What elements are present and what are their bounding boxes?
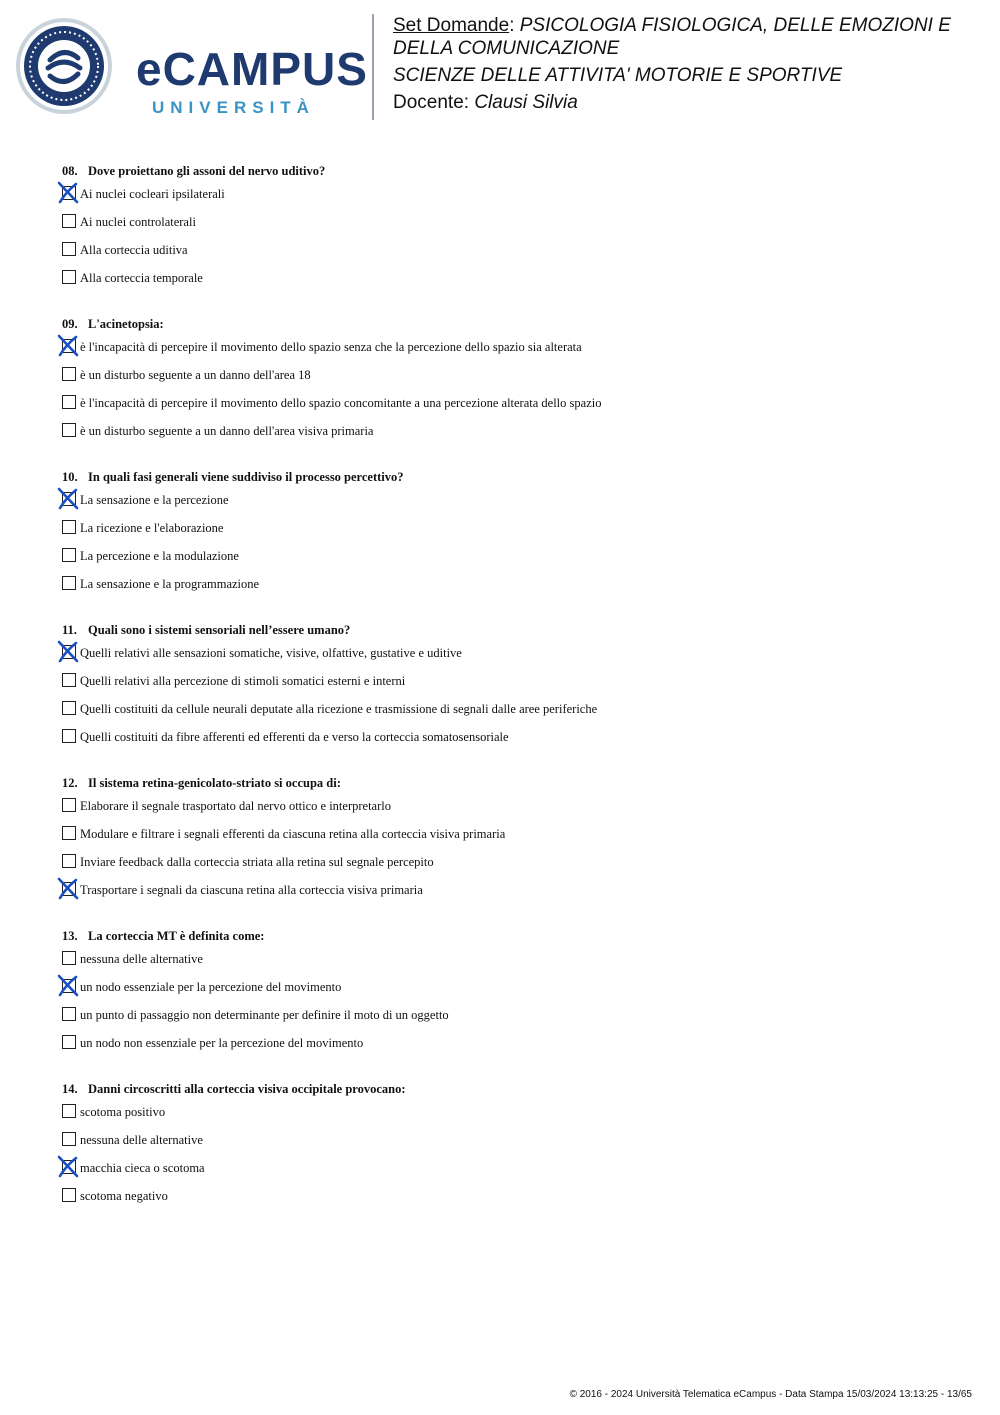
answer-option[interactable] bbox=[62, 1160, 962, 1188]
question-text: L'acinetopsia: bbox=[88, 317, 164, 331]
answer-option[interactable] bbox=[62, 645, 962, 673]
question-text: La corteccia MT è definita come: bbox=[88, 929, 265, 943]
set-colon: : bbox=[509, 15, 515, 36]
check-mark-icon bbox=[56, 639, 82, 665]
question-number: 10. bbox=[62, 470, 78, 484]
answer-option[interactable] bbox=[62, 395, 962, 423]
question-title bbox=[62, 313, 962, 339]
answer-text: La sensazione e la programmazione bbox=[80, 577, 260, 591]
logo-wordmark-text: eCAMPUS bbox=[136, 43, 368, 95]
question-number: 09. bbox=[62, 317, 78, 331]
header-divider bbox=[372, 14, 374, 120]
answer-checkbox[interactable] bbox=[62, 367, 76, 381]
answer-checkbox[interactable] bbox=[62, 798, 76, 812]
question-block bbox=[62, 619, 962, 757]
answer-option[interactable] bbox=[62, 1035, 962, 1063]
course-title-line2: DELLA COMUNICAZIONE bbox=[393, 38, 620, 59]
answer-option[interactable] bbox=[62, 339, 962, 367]
answer-checkbox[interactable] bbox=[62, 520, 76, 534]
question-title bbox=[62, 160, 962, 186]
question-block bbox=[62, 466, 962, 604]
answer-text: Quelli costituiti da fibre afferenti ed efferenti da e verso la corteccia somatosensoriale bbox=[80, 730, 509, 744]
question-number: 11. bbox=[62, 623, 77, 637]
answer-option[interactable] bbox=[62, 242, 962, 270]
answer-text: Ai nuclei cocleari ipsilaterali bbox=[80, 187, 225, 201]
question-text: Dove proiettano gli assoni del nervo uditivo? bbox=[88, 164, 326, 178]
answer-checkbox[interactable] bbox=[62, 701, 76, 715]
answer-text: scotoma positivo bbox=[80, 1105, 166, 1119]
answer-option[interactable] bbox=[62, 1132, 962, 1160]
answer-checkbox[interactable] bbox=[62, 270, 76, 284]
header-info bbox=[393, 14, 983, 114]
page-footer: © 2016 - 2024 Università Telematica eCampus - Data Stampa 15/03/2024 13:13:25 - 13/65 bbox=[569, 1389, 972, 1400]
course-title-line1: PSICOLOGIA FISIOLOGICA, DELLE EMOZIONI E bbox=[519, 15, 951, 36]
question-text: Quali sono i sistemi sensoriali nell’essere umano? bbox=[88, 623, 351, 637]
question-title bbox=[62, 925, 962, 951]
answer-checkbox[interactable] bbox=[62, 1035, 76, 1049]
answer-text: Elaborare il segnale trasportato dal nervo ottico e interpretarlo bbox=[80, 799, 391, 813]
answer-checkbox[interactable] bbox=[62, 214, 76, 228]
answer-text: Quelli relativi alla percezione di stimoli somatici esterni e interni bbox=[80, 674, 406, 688]
question-title bbox=[62, 772, 962, 798]
answer-text: un punto di passaggio non determinante per definire il moto di un oggetto bbox=[80, 1008, 449, 1022]
logo-subtitle: UNIVERSITÀ bbox=[152, 98, 315, 117]
question-number: 13. bbox=[62, 929, 78, 943]
answer-checkbox[interactable] bbox=[62, 576, 76, 590]
answer-text: Ai nuclei controlaterali bbox=[80, 215, 196, 229]
answer-text: macchia cieca o scotoma bbox=[80, 1161, 205, 1175]
check-mark-icon bbox=[56, 876, 82, 902]
answer-text: nessuna delle alternative bbox=[80, 1133, 203, 1147]
answer-option[interactable] bbox=[62, 367, 962, 395]
answer-checkbox[interactable] bbox=[62, 423, 76, 437]
check-mark-icon bbox=[56, 1154, 82, 1180]
question-text: Danni circoscritti alla corteccia visiva occipitale provocano: bbox=[88, 1082, 406, 1096]
answer-checkbox[interactable] bbox=[62, 951, 76, 965]
question-number: 08. bbox=[62, 164, 78, 178]
answer-text: La percezione e la modulazione bbox=[80, 549, 239, 563]
ecampus-logo bbox=[14, 16, 368, 117]
question-spacer bbox=[62, 604, 962, 619]
answer-option[interactable] bbox=[62, 951, 962, 979]
answer-text: Inviare feedback dalla corteccia striata alla retina sul segnale percepito bbox=[80, 855, 434, 869]
question-title bbox=[62, 1078, 962, 1104]
answer-checkbox[interactable] bbox=[62, 1104, 76, 1118]
questions-list bbox=[62, 160, 962, 1216]
question-spacer bbox=[62, 1063, 962, 1078]
answer-option[interactable] bbox=[62, 576, 962, 604]
ecampus-seal-icon bbox=[14, 16, 116, 116]
answer-text: è l'incapacità di percepire il movimento dello spazio concomitante a una percezione alterata dello spazio bbox=[80, 396, 602, 410]
question-block bbox=[62, 160, 962, 298]
question-number: 14. bbox=[62, 1082, 78, 1096]
answer-option[interactable] bbox=[62, 1104, 962, 1132]
answer-text: è l'incapacità di percepire il movimento dello spazio senza che la percezione dello spazio sia alterata bbox=[80, 340, 582, 354]
answer-option[interactable] bbox=[62, 729, 962, 757]
answer-text: Alla corteccia uditiva bbox=[80, 243, 188, 257]
answer-option[interactable] bbox=[62, 423, 962, 451]
check-mark-icon bbox=[56, 180, 82, 206]
answer-option[interactable] bbox=[62, 270, 962, 298]
answer-option[interactable] bbox=[62, 186, 962, 214]
answer-option[interactable] bbox=[62, 1007, 962, 1035]
answer-option[interactable] bbox=[62, 520, 962, 548]
answer-option[interactable] bbox=[62, 979, 962, 1007]
question-block bbox=[62, 925, 962, 1063]
answer-option[interactable] bbox=[62, 214, 962, 242]
answer-text: Quelli relativi alle sensazioni somatiche, visive, olfattive, gustative e uditive bbox=[80, 646, 462, 660]
docente-label: Docente: bbox=[393, 92, 475, 113]
answer-text: Alla corteccia temporale bbox=[80, 271, 203, 285]
question-spacer bbox=[62, 298, 962, 313]
question-title bbox=[62, 466, 962, 492]
question-spacer bbox=[62, 910, 962, 925]
question-block bbox=[62, 313, 962, 451]
answer-option[interactable] bbox=[62, 798, 962, 826]
answer-checkbox[interactable] bbox=[62, 673, 76, 687]
answer-text: La ricezione e l'elaborazione bbox=[80, 521, 224, 535]
answer-text: La sensazione e la percezione bbox=[80, 493, 229, 507]
logo-wordmark bbox=[136, 43, 368, 117]
answer-option[interactable] bbox=[62, 854, 962, 882]
answer-option[interactable] bbox=[62, 1188, 962, 1216]
answer-text: un nodo non essenziale per la percezione del movimento bbox=[80, 1036, 364, 1050]
answer-option[interactable] bbox=[62, 826, 962, 854]
answer-option[interactable] bbox=[62, 882, 962, 910]
answer-checkbox[interactable] bbox=[62, 395, 76, 409]
answer-checkbox[interactable] bbox=[62, 1132, 76, 1146]
question-text: Il sistema retina-genicolato-striato si occupa di: bbox=[88, 776, 341, 790]
answer-checkbox[interactable] bbox=[62, 1188, 76, 1202]
answer-text: è un disturbo seguente a un danno dell'area 18 bbox=[80, 368, 311, 382]
answer-checkbox[interactable] bbox=[62, 548, 76, 562]
check-mark-icon bbox=[56, 486, 82, 512]
question-spacer bbox=[62, 757, 962, 772]
answer-checkbox[interactable] bbox=[62, 854, 76, 868]
answer-text: un nodo essenziale per la percezione del movimento bbox=[80, 980, 342, 994]
question-title bbox=[62, 619, 962, 645]
question-number: 12. bbox=[62, 776, 78, 790]
answer-checkbox[interactable] bbox=[62, 242, 76, 256]
answer-checkbox[interactable] bbox=[62, 1007, 76, 1021]
check-mark-icon bbox=[56, 973, 82, 999]
check-mark-icon bbox=[56, 333, 82, 359]
degree-title: SCIENZE DELLE ATTIVITA' MOTORIE E SPORTIVE bbox=[393, 65, 843, 86]
answer-option[interactable] bbox=[62, 548, 962, 576]
answer-checkbox[interactable] bbox=[62, 729, 76, 743]
answer-text: scotoma negativo bbox=[80, 1189, 168, 1203]
answer-text: Modulare e filtrare i segnali efferenti da ciascuna retina alla corteccia visiva primaria bbox=[80, 827, 506, 841]
answer-option[interactable] bbox=[62, 492, 962, 520]
answer-option[interactable] bbox=[62, 701, 962, 729]
answer-option[interactable] bbox=[62, 673, 962, 701]
question-text: In quali fasi generali viene suddiviso il processo percettivo? bbox=[88, 470, 404, 484]
question-block bbox=[62, 772, 962, 910]
answer-text: è un disturbo seguente a un danno dell'area visiva primaria bbox=[80, 424, 374, 438]
answer-text: nessuna delle alternative bbox=[80, 952, 203, 966]
docente-name: Clausi Silvia bbox=[474, 92, 578, 113]
page-header bbox=[0, 0, 1000, 130]
answer-checkbox[interactable] bbox=[62, 826, 76, 840]
answer-text: Trasportare i segnali da ciascuna retina alla corteccia visiva primaria bbox=[80, 883, 423, 897]
question-block bbox=[62, 1078, 962, 1216]
answer-text: Quelli costituiti da cellule neurali deputate alla ricezione e trasmissione di segnali dalle aree periferiche bbox=[80, 702, 598, 716]
question-spacer bbox=[62, 451, 962, 466]
set-label: Set Domande bbox=[393, 15, 510, 36]
